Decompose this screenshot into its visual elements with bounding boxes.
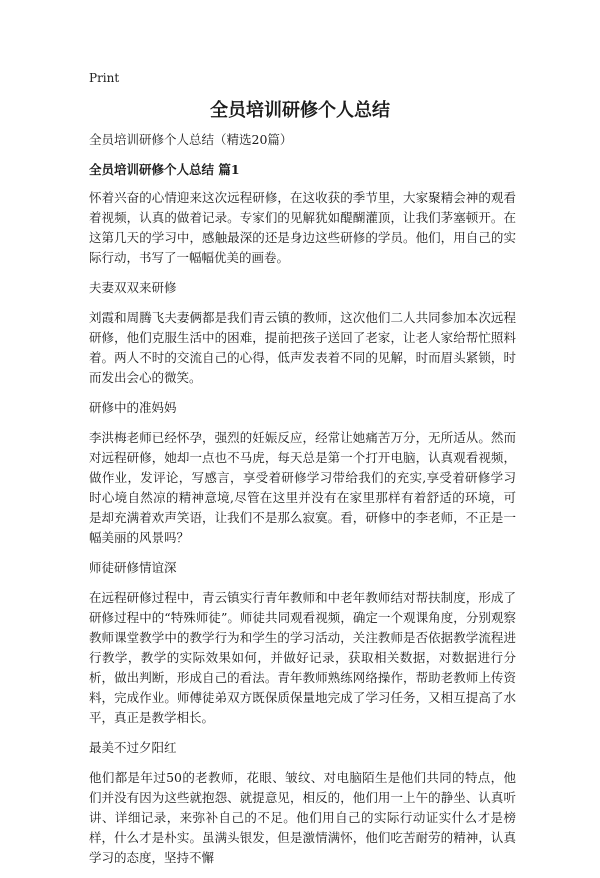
subheading: 最美不过夕阳红: [89, 740, 177, 755]
paragraph: 他们都是年过50的老教师，花眼、皱纹、对电脑陌生是他们共同的特点，他们并没有因为这些就抱怨、就提意见，相反的，他们用一上午的静坐、认真听讲、详细记录，来弥补自己的不足。他们用自己的实际行动证实什么才是榜样，什么才是朴实。虽满头银发，但是激情满怀，他们吃苦耐劳的精神，认真学习的态度，坚持不懈: [89, 770, 516, 865]
subheading: 研修中的准妈妈: [89, 400, 177, 415]
paragraph: 李洪梅老师已经怀孕，强烈的妊娠反应，经常让她痛苦万分，无所适从。然而对远程研修，她却一点也不马虎，每天总是第一个打开电脑，认真观看视频，做作业，发评论，写感言，享受着研修学习带给我们的充实,享受着研修学习时心境自然凉的精神意境,尽管在这里并没有在家里那样有着舒适的环境，可是却充满着欢声笑语，让我们不是那么寂寞。看，研修中的李老师，不正是一幅美丽的风景吗？: [89, 430, 516, 545]
section-heading: 全员培训研修个人总结 篇1: [89, 162, 240, 177]
paragraph: 在远程研修过程中，青云镇实行青年教师和中老年教师结对帮扶制度，形成了研修过程中的“特殊师徒”。师徒共同观看视频，确定一个观课角度，分别观察教师课堂教学中的教学行为和学生的学习活动，关注教师是否依据教学流程进行教学，教学的实际效果如何，并做好记录，获取相关数据，对数据进行分析，做出判断，形成自己的看法。青年教师熟练网络操作，帮助老教师上传资料，完成作业。师傅徒弟双方既保质保量地完成了学习任务，又相互提高了水平，真正是教学相长。: [89, 590, 516, 725]
paragraph: 怀着兴奋的心情迎来这次远程研修，在这收获的季节里，大家聚精会神的观看着视频，认真的做着记录。专家们的见解犹如醍醐灌顶，让我们茅塞顿开。在这第几天的学习中，感触最深的还是身边这些研修的学员。他们，用自己的实际行动，书写了一幅幅优美的画卷。: [89, 190, 516, 265]
article-subtitle: 全员培训研修个人总结（精选20篇）: [89, 132, 293, 147]
subheading: 夫妻双双来研修: [89, 280, 177, 295]
subheading: 师徒研修情谊深: [89, 560, 177, 575]
article-body: [89, 130, 516, 878]
paragraph: 刘霞和周腾飞夫妻俩都是我们青云镇的教师，这次他们二人共同参加本次远程研修，他们克服生活中的困难，提前把孩子送回了老家，让老人家给帮忙照料着。两人不时的交流自己的心得，低声发表着不同的见解，时而眉头紧锁，时而发出会心的微笑。: [89, 310, 516, 385]
page-title: 全员培训研修个人总结: [210, 100, 390, 121]
print-link[interactable]: Print: [89, 71, 120, 85]
